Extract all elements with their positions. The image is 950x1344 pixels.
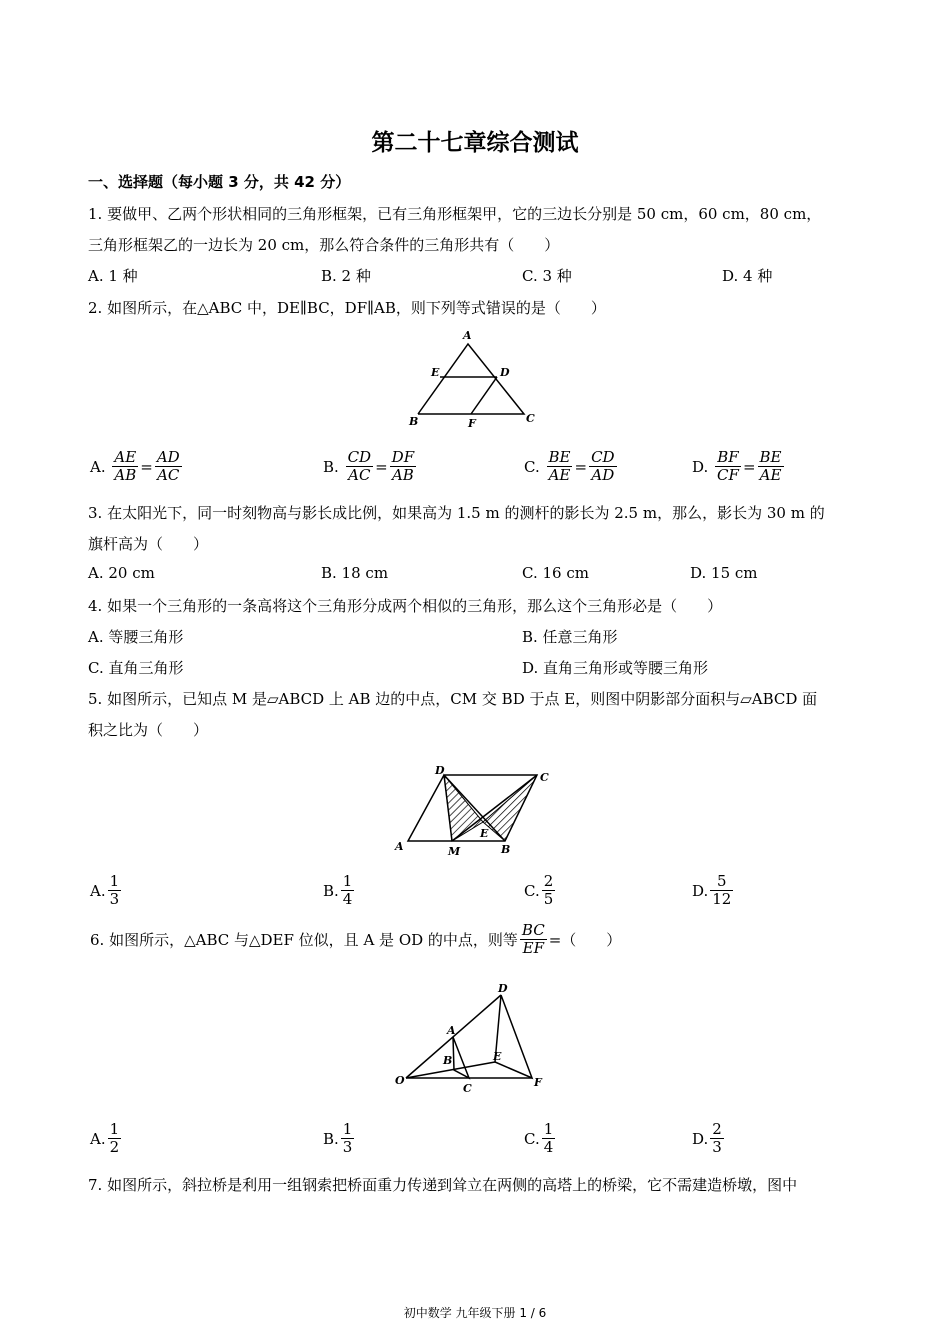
q6-label-o: O [395, 1074, 405, 1087]
q2-label-c: C [526, 412, 535, 425]
q6-option-d: D. $\frac{2}{3}$ [692, 1120, 722, 1157]
q2-option-c: C. $\frac{BE}{AE}$ = $\frac{CD}{AD}$ [524, 448, 615, 485]
q2-label-a: A [463, 329, 472, 342]
q1-option-c: C. 3 种 [522, 267, 572, 285]
q6-label-a: A [447, 1024, 456, 1037]
q3-option-b: B. 18 cm [321, 564, 389, 582]
q6-option-c: C. $\frac{1}{4}$ [524, 1120, 554, 1157]
q7-text: 7. 如图所示，斜拉桥是利用一组钢索把桥面重力传递到耸立在两侧的高塔上的桥梁，它不需建造桥墩，图中 [88, 1176, 798, 1194]
q5-parallelogram-figure [390, 762, 560, 860]
q1-line1: 1. 要做甲、乙两个形状相同的三角形框架，已有三角形框架甲，它的三边长分别是 50 cm，60 cm，80 cm， [88, 205, 822, 223]
q1-option-d: D. 4 种 [722, 267, 773, 285]
q4-option-b: B. 任意三角形 [522, 628, 618, 646]
q6-text: 6. 如图所示，△ABC 与△DEF 位似，且 A 是 OD 的中点，则等 $\frac{BC}{EF}$ =（ ） [90, 921, 622, 958]
section-heading: 一、选择题（每小题 3 分，共 42 分） [88, 173, 351, 191]
q5-label-b: B [501, 843, 511, 856]
q4-option-c: C. 直角三角形 [88, 659, 184, 677]
q6-triangle-def [495, 995, 532, 1078]
q6-option-b: B. $\frac{1}{3}$ [323, 1120, 353, 1157]
q3-option-d: D. 15 cm [690, 564, 758, 582]
q6-label-c: C [463, 1082, 472, 1094]
q5-shaded-dme [444, 775, 483, 841]
q5-line2: 积之比为（ ） [88, 721, 209, 739]
q2-triangle-abc [418, 344, 524, 414]
q5-label-e: E [480, 827, 489, 840]
q4-text: 4. 如果一个三角形的一条高将这个三角形分成两个相似的三角形，那么这个三角形必是（ ） [88, 597, 723, 615]
q2-option-a: A. $\frac{AE}{AB}$ = $\frac{AD}{AC}$ [90, 448, 180, 485]
q2-label-f: F [468, 417, 476, 430]
q5-label-m: M [448, 845, 461, 858]
q6-label-d: D [498, 982, 508, 995]
q6-label-b: B [443, 1054, 453, 1067]
q2-triangle-figure [405, 328, 545, 430]
q2-label-b: B [409, 415, 419, 428]
q2-text: 2. 如图所示，在△ABC 中，DE∥BC，DF∥AB，则下列等式错误的是（ ） [88, 299, 606, 317]
q2-option-b: B. $\frac{CD}{AC}$ = $\frac{DF}{AB}$ [323, 448, 415, 485]
page-title: 第二十七章综合测试 [371, 130, 579, 156]
q5-option-d: D. $\frac{5}{12}$ [692, 872, 732, 909]
q6-label-f: F [534, 1076, 542, 1089]
q6-triangle-abc [453, 1037, 469, 1078]
q2-segment-df [471, 377, 497, 414]
q3-line1: 3. 在太阳光下，同一时刻物高与影长成比例，如果高为 1.5 m 的测杆的影长为 2.5 m，那么，影长为 30 m 的 [88, 504, 825, 522]
q2-label-d: D [500, 366, 510, 379]
q6-option-a: A. $\frac{1}{2}$ [90, 1120, 120, 1157]
q5-label-a: A [395, 840, 404, 853]
q4-option-d: D. 直角三角形或等腰三角形 [522, 659, 709, 677]
q3-option-c: C. 16 cm [522, 564, 589, 582]
q5-label-d: D [435, 764, 445, 777]
q5-option-b: B. $\frac{1}{4}$ [323, 872, 353, 909]
q6-label-e: E [493, 1050, 502, 1063]
q1-line2: 三角形框架乙的一边长为 20 cm，那么符合条件的三角形共有（ ） [88, 236, 560, 254]
q3-line2: 旗杆高为（ ） [88, 535, 209, 553]
q1-option-a: A. 1 种 [88, 267, 138, 285]
q5-line1: 5. 如图所示，已知点 M 是▱ABCD 上 AB 边的中点，CM 交 BD 于点 E，则图中阴影部分面积与▱ABCD 面 [88, 690, 818, 708]
q4-option-a: A. 等腰三角形 [88, 628, 184, 646]
q6-homothety-figure [392, 982, 552, 1094]
page-footer: 初中数学 九年级下册 1 / 6 [403, 1306, 547, 1320]
q1-option-b: B. 2 种 [321, 267, 371, 285]
q2-label-e: E [431, 366, 440, 379]
q2-option-d: D. $\frac{BF}{CF}$ = $\frac{BE}{AE}$ [692, 448, 782, 485]
q5-option-c: C. $\frac{2}{5}$ [524, 872, 554, 909]
q3-option-a: A. 20 cm [88, 564, 155, 582]
q5-label-c: C [540, 771, 549, 784]
q5-option-a: A. $\frac{1}{3}$ [90, 872, 120, 909]
